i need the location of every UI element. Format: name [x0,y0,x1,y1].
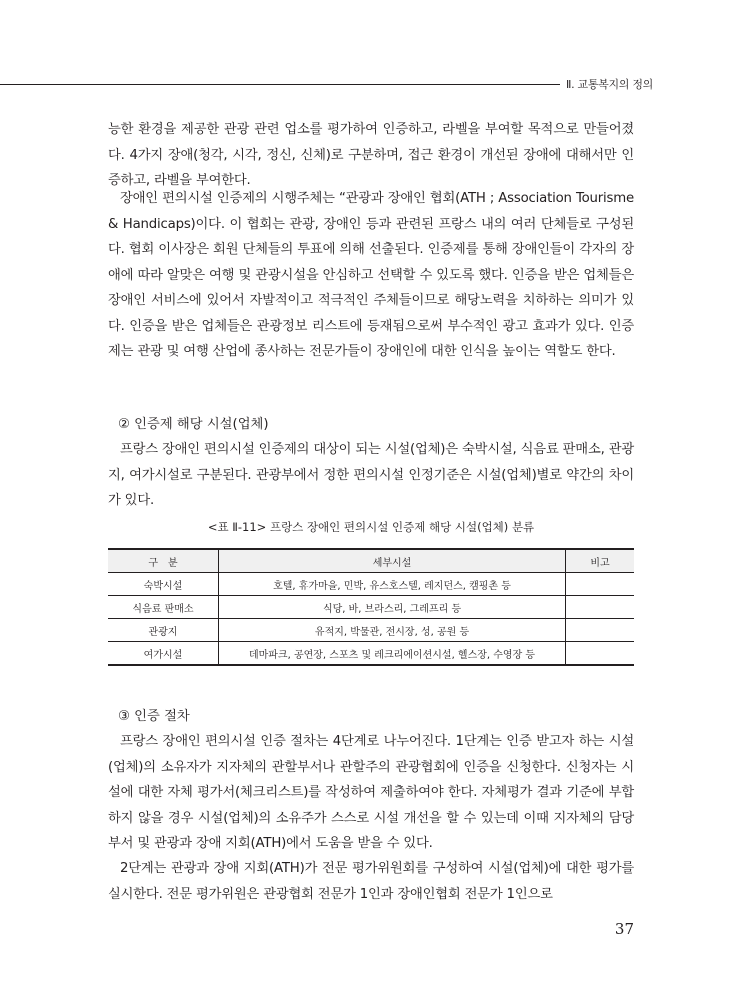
table-cell: 유적지, 박물관, 전시장, 성, 공원 등 [218,619,565,642]
table-row [108,573,634,596]
table-caption: <표 Ⅱ-11> 프랑스 장애인 편의시설 인증제 해당 시설(업체) 분류 [207,520,535,534]
paragraph-procedure-step1: 프랑스 장애인 편의시설 인증 절차는 4단계로 나누어진다. 1단계는 인증 받고자 하는 시설(업체)의 소유자가 지자체의 관할부서나 관할주의 관광협회에 인증을 신청한다. 신청자는 시설에 대한 자체 평가서(체크리스트)를 작성하여 제출하여야 한다. 자체평가 결과 기준에 부합하지 않을 경우 시설(업체)의 소유주가 스스로 시설 개선을 할 수 있는데 이때 지자체의 담당부서 및 관광과 장애 지회(ATH)에서 도움을 받을 수 있다. [108,734,634,851]
table-header-row [108,549,634,573]
table-cell [566,619,634,642]
table-cell: 식당, 바, 브라스리, 그레프리 등 [218,596,565,619]
column-header: 세부시설 [218,549,565,573]
table-cell [566,642,634,666]
table-cell [566,573,634,596]
table-cell: 관광지 [108,619,218,642]
paragraph-procedure-step2: 2단계는 관광과 장애 지회(ATH)가 전문 평가위원회를 구성하여 시설(업체)에 대한 평가를 실시한다. 전문 평가위원은 관광협회 전문가 1인과 장애인협회 전문가 1인으로 [108,861,634,902]
running-header: Ⅱ. 교통복지의 정의 [566,78,653,91]
table-cell: 숙박시설 [108,573,218,596]
page-number: 37 [614,920,634,938]
section-heading-facilities: ② 인증제 해당 시설(업체) [118,417,269,432]
table-cell: 식음료 판매소 [108,596,218,619]
table-cell: 호텔, 휴가마을, 민박, 유스호스텔, 레지던스, 캠핑촌 등 [218,573,565,596]
column-header: 구 분 [108,549,218,573]
paragraph-facilities: 프랑스 장애인 편의시설 인증제의 대상이 되는 시설(업체)은 숙박시설, 식음료 판매소, 관광지, 여가시설로 구분된다. 관광부에서 정한 편의시설 인정기준은 시설(업체)별로 약간의 차이가 있다. [108,442,634,508]
paragraph-ath: 장애인 편의시설 인증제의 시행주체는 “관광과 장애인 협회(ATH ; Association Tourisme & Handicaps)이다. 이 협회는 관광, 장애인 등과 관련된 프랑스 내의 여러 단체들로 구성된다. 협회 이사장은 회원 단체들의 투표에 의해 선출된다. 인증제를 통해 장애인들이 각자의 장애에 따라 알맞은 여행 및 관광시설을 안심하고 선택할 수 있도록 했다. 인증을 받은 업체들은 장애인 서비스에 있어서 자발적이고 적극적인 주체들이므로 해당노력을 치하하는 의미가 있다. 인증을 받은 업체들은 관광정보 리스트에 등재됨으로써 부수적인 광고 효과가 있다. 인증제는 관광 및 여행 산업에 종사하는 전문가들이 장애인에 대한 인식을 높이는 역할도 한다. [108,191,634,359]
table-row [108,596,634,619]
header-rule [0,84,560,85]
table-cell: 데마파크, 공연장, 스포츠 및 레크리에이션시설, 헬스장, 수영장 등 [218,642,565,666]
section-heading-procedure: ③ 인증 절차 [118,709,190,724]
table-row [108,642,634,666]
paragraph-intro: 능한 환경을 제공한 관광 관련 업소를 평가하여 인증하고, 라벨을 부여할 목적으로 만들어졌다. 4가지 장애(청각, 시각, 정신, 신체)로 구분하며, 접근 환경이 개선된 장애에 대해서만 인증하고, 라벨을 부여한다. [108,122,634,188]
table-row [108,619,634,642]
facilities-table [108,548,634,666]
column-header: 비고 [566,549,634,573]
table-cell [566,596,634,619]
table-cell: 여가시설 [108,642,218,666]
